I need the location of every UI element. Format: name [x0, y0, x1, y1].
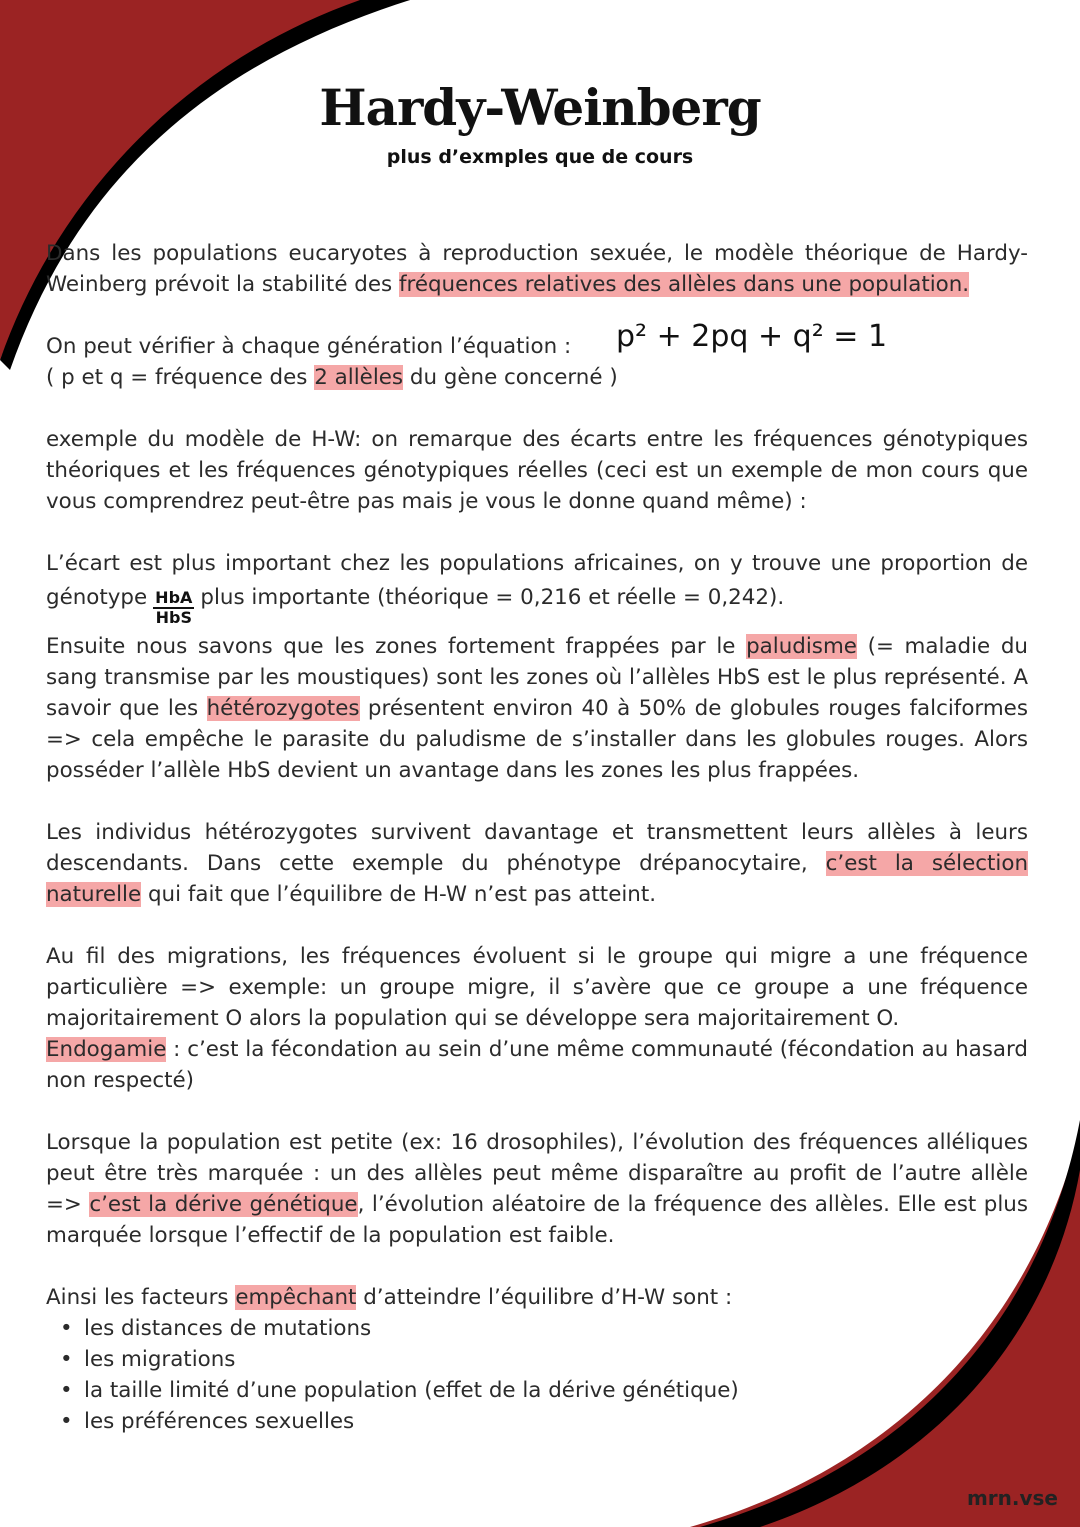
paludisme-highlight: paludisme — [746, 634, 857, 659]
derive-text-2: , l’évolution aléatoire de la fréquence des allèles. Elle est plus marquée lorsque l’effectif de la population est faible. — [46, 1192, 1028, 1248]
derive-paragraph — [46, 1127, 1028, 1251]
endogamie-paragraph — [46, 1034, 1028, 1096]
example-paragraph: exemple du modèle de H-W: on remarque des écarts entre les fréquences génotypiques théoriques et les fréquences génotypiques réelles (ceci est un exemple de mon cours que vous comprendrez peut-être pas mais je vous le donne quand même) : — [46, 427, 1028, 514]
selection-paragraph — [46, 817, 1028, 910]
list-item: • les distances de mutations — [84, 1313, 1028, 1344]
equation-line-2-text: ( p et q = fréquence des — [46, 365, 315, 390]
ecart-text: L’écart est plus important chez les populations africaines, on y trouve une proportion de génotype — [46, 551, 1028, 610]
author-signature: mrn.vse — [966, 1486, 1058, 1510]
migration-paragraph: Au fil des migrations, les fréquences évoluent si le groupe qui migre a une fréquence particulière => exemple: un groupe migre, il s’avère que ce groupe a une fréquence majoritairement O alors la population qui se développe sera majoritairement O. — [46, 944, 1028, 1031]
equation-line-2 — [46, 362, 1028, 393]
facteurs-section — [46, 1282, 1028, 1437]
ecart-text-end: plus importante (théorique = 0,216 et réelle = 0,242). — [200, 585, 785, 610]
alleles-highlight: 2 allèles — [314, 365, 404, 390]
equation-paragraph — [46, 319, 1028, 393]
paludisme-paragraph — [46, 631, 1028, 786]
document-body — [46, 238, 1028, 1437]
genotype-numerator: HbA — [155, 588, 193, 607]
list-item: • la taille limité d’une population (effet de la dérive génétique) — [84, 1375, 1028, 1406]
facteurs-list — [46, 1313, 1028, 1437]
genotype-fraction — [153, 589, 194, 627]
paludisme-text-1: Ensuite nous savons que les zones fortement frappées par le — [46, 634, 747, 659]
empechant-highlight: empêchant — [235, 1285, 357, 1310]
endogamie-text: : c’est la fécondation au sein d’une même communauté (fécondation au hasard non respecté) — [46, 1037, 1028, 1093]
intro-paragraph — [46, 238, 1028, 300]
facteurs-intro — [46, 1282, 1028, 1313]
selection-highlight: c’est la sélection naturelle — [46, 851, 1029, 907]
page-title: Hardy-Weinberg — [319, 78, 761, 137]
list-item: • les préférences sexuelles — [84, 1406, 1028, 1437]
derive-highlight: c’est la dérive génétique — [89, 1192, 358, 1217]
derive-text-1: Lorsque la population est petite (ex: 16 drosophiles), l’évolution des fréquences alléliques peut être très marquée : un des allèles peut même disparaître au profit de l’autre allèle => — [46, 1130, 1028, 1217]
heterozygotes-highlight: hétérozygotes — [206, 696, 360, 721]
hardy-weinberg-formula: p² + 2pq + q² = 1 — [616, 319, 888, 354]
facteurs-text-1: Ainsi les facteurs — [46, 1285, 236, 1310]
equation-line-1: On peut vérifier à chaque génération l’équation : — [46, 334, 572, 359]
intro-text: Dans les populations eucaryotes à reproduction sexuée, le modèle théorique de Hardy-Weinberg prévoit la stabilité des — [46, 241, 1028, 297]
facteurs-text-2: d’atteindre l’équilibre d’H-W sont : — [356, 1285, 733, 1310]
list-item: • les migrations — [84, 1344, 1028, 1375]
paludisme-text-3: présentent environ 40 à 50% de globules rouges falciformes => cela empêche le parasite du paludisme de s’installer dans les globules rouges. Alors posséder l’allèle HbS devient un avantage dans les zones les plus frappées. — [46, 696, 1028, 783]
genotype-denominator: HbS — [155, 608, 192, 627]
paludisme-text-2: (= maladie du sang transmise par les moustiques) sont les zones où l’allèles HbS est le plus représenté. A savoir que les — [46, 634, 1028, 721]
intro-highlight: fréquences relatives des allèles dans une population. — [398, 272, 970, 297]
page-subtitle: plus d’exmples que de cours — [386, 146, 694, 168]
endogamie-highlight: Endogamie — [46, 1037, 167, 1062]
selection-text-1: Les individus hétérozygotes survivent davantage et transmettent leurs allèles à leurs descendants. Dans cette exemple du phénotype drépanocytaire, — [46, 820, 1028, 876]
equation-line-2-end: du gène concerné ) — [403, 365, 618, 390]
ecart-paragraph — [46, 548, 1028, 627]
selection-text-2: qui fait que l’équilibre de H-W n’est pas atteint. — [141, 882, 657, 907]
